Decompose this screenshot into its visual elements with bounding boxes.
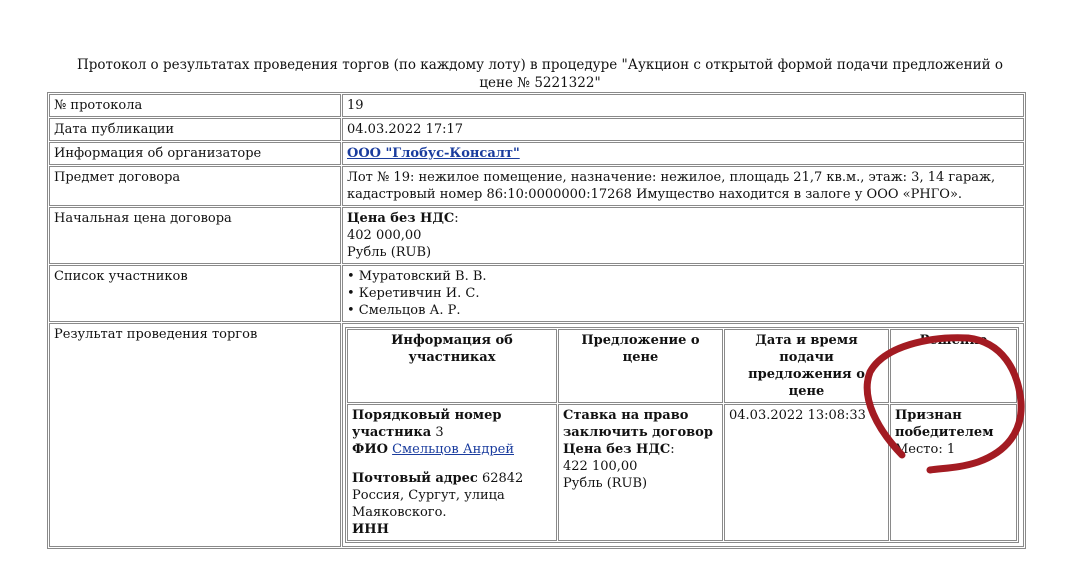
published-label: Дата публикации: [49, 118, 341, 141]
result-header-row: [347, 329, 1017, 403]
price-label: Начальная цена договора: [49, 207, 341, 264]
row-protocol: [49, 94, 1024, 117]
row-price: [49, 207, 1024, 264]
decision-status: Признан победителем: [895, 408, 994, 440]
price-amount: 402 000,00: [347, 228, 422, 243]
price-caption: Цена без НДС: [347, 211, 455, 226]
organizer-cell: [342, 142, 1024, 165]
datetime-cell: 04.03.2022 13:08:33: [724, 404, 889, 541]
fio-label: ФИО: [352, 442, 388, 457]
participant-item: • Муратовский В. В.: [347, 269, 487, 284]
row-result: [49, 323, 1024, 547]
participants-cell: [342, 265, 1024, 322]
participant-item: • Смельцов А. Р.: [347, 303, 461, 318]
place-label: Место: [895, 442, 939, 457]
header-datetime: Дата и время подачи предложения о цене: [724, 329, 889, 403]
address-value: 62842: [481, 471, 524, 486]
subject-value: Лот № 19: нежилое помещение, назначение: нежилое, площадь 21,7 кв.м., этаж: 3, 14 гараж, кадастровый номер 86:10:0000000:17268 Имущество находится в залоге у ООО «РНГО».: [342, 166, 1024, 206]
protocol-value: 19: [342, 94, 1024, 117]
fio-link[interactable]: Смельцов Андрей: [392, 442, 515, 457]
offer-cell: Ставка на право заключить договор Цена без НДС: 422 100,00 Рубль (RUB): [558, 404, 723, 541]
protocol-label: № протокола: [49, 94, 341, 117]
row-participants: [49, 265, 1024, 322]
row-subject: [49, 166, 1024, 206]
header-offer: Предложение о цене: [558, 329, 723, 403]
protocol-table: [47, 92, 1026, 549]
header-decision: Решение: [890, 329, 1017, 403]
place-value: 1: [946, 442, 956, 457]
offer-price-caption: Цена без НДС: [563, 442, 671, 457]
offer-amount: 422 100,00: [563, 459, 638, 474]
participants-label: Список участников: [49, 265, 341, 322]
address-label: Почтовый адрес: [352, 471, 478, 486]
participant-item: • Керетивчин И. С.: [347, 286, 480, 301]
number-value: 3: [435, 425, 444, 440]
decision-cell: Признан победителем Место: 1: [890, 404, 1017, 541]
result-label: Результат проведения торгов: [49, 323, 341, 547]
offer-label: Ставка на право заключить договор: [563, 408, 713, 440]
result-table: [345, 327, 1019, 543]
row-published: [49, 118, 1024, 141]
page-title: Протокол о результатах проведения торгов (по каждому лоту) в процедуре "Аукцион с открытой формой подачи предложений о цене № 5221322": [76, 57, 1003, 91]
address-line3: Маяковского.: [352, 505, 447, 520]
organizer-link[interactable]: ООО "Глобус-Консалт": [347, 146, 520, 161]
number-label: Порядковый номер участника: [352, 408, 502, 440]
address-line2: Россия, Сургут, улица: [352, 488, 505, 503]
header-participant-info: Информация об участниках: [347, 329, 557, 403]
result-data-row: [347, 404, 1017, 541]
published-value: 04.03.2022 17:17: [342, 118, 1024, 141]
result-cell: [342, 323, 1024, 547]
row-organizer: [49, 142, 1024, 165]
participant-info-cell: [347, 404, 557, 541]
price-cell: Цена без НДС: 402 000,00 Рубль (RUB): [342, 207, 1024, 264]
inn-label: ИНН: [352, 522, 389, 537]
offer-currency: Рубль (RUB): [563, 476, 648, 491]
organizer-label: Информация об организаторе: [49, 142, 341, 165]
subject-label: Предмет договора: [49, 166, 341, 206]
price-currency: Рубль (RUB): [347, 245, 432, 260]
